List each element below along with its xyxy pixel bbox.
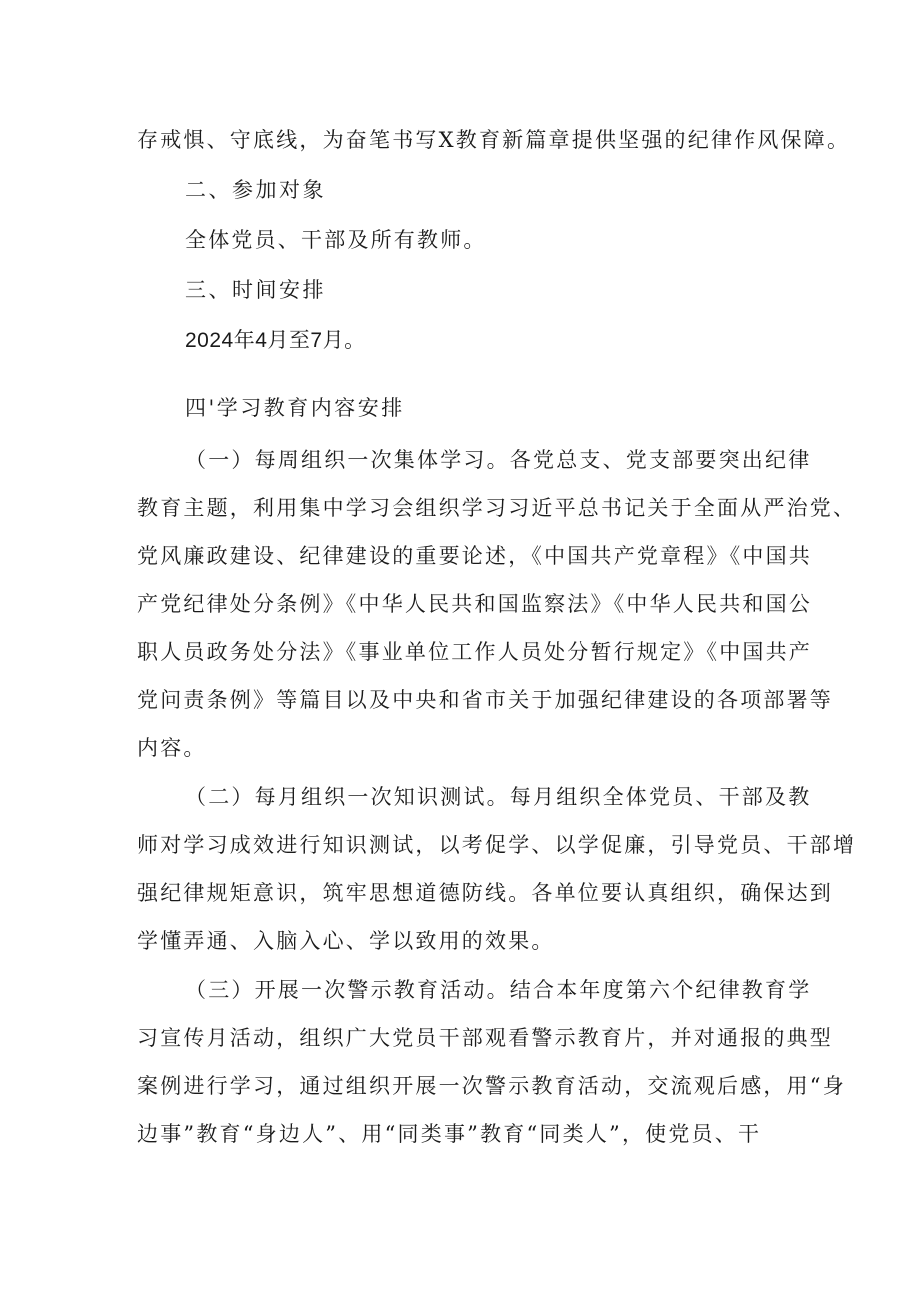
section-heading-content: 四'学习教育内容安排	[185, 396, 405, 420]
item2-line: 强纪律规矩意识，筑牢思想道德防线。各单位要认真组织，确保达到	[137, 881, 833, 905]
item3-line: 边事”教育“身边人”、用“同类事”教育“同类人”，使党员、干	[137, 1122, 762, 1146]
item1-line: （一）每周组织一次集体学习。各党总支、党支部要突出纪律	[185, 448, 812, 472]
schedule-text: 2024年4月至7月。	[185, 329, 366, 352]
participants-text: 全体党员、干部及所有教师。	[185, 228, 487, 252]
item1-line: 内容。	[137, 736, 207, 760]
item1-line: 产党纪律处分条例》《中华人民共和国监察法》《中华人民共和国公	[137, 592, 812, 616]
section-heading-participants: 二、参加对象	[185, 178, 326, 202]
item1-line: 党问责条例》等篇目以及中央和省市关于加强纪律建设的各项部署等	[137, 688, 833, 712]
item3-line: 案例进行学习，通过组织开展一次警示教育活动，交流观后感，用“身	[137, 1074, 846, 1098]
item3-line: （三）开展一次警示教育活动。结合本年度第六个纪律教育学	[185, 978, 812, 1002]
intro-paragraph-tail: 存戒惧、守底线，为奋笔书写X教育新篇章提供坚强的纪律作风保障。	[137, 128, 851, 152]
section-heading-schedule: 三、时间安排	[185, 278, 326, 302]
item3-line: 习宣传月活动，组织广大党员干部观看警示教育片，并对通报的典型	[137, 1026, 833, 1050]
item2-line: 师对学习成效进行知识测试，以考促学、以学促廉，引导党员、干部增	[137, 833, 857, 857]
item1-line: 党风廉政建设、纪律建设的重要论述，《中国共产党章程》《中国共	[137, 544, 812, 568]
item1-line: 教育主题，利用集中学习会组织学习习近平总书记关于全面从严治党、	[137, 496, 857, 520]
item2-line: （二）每月组织一次知识测试。每月组织全体党员、干部及教	[185, 785, 812, 809]
item2-line: 学懂弄通、入脑入心、学以致用的效果。	[137, 929, 555, 953]
item1-line: 职人员政务处分法》《事业单位工作人员处分暂行规定》《中国共产	[137, 640, 812, 664]
